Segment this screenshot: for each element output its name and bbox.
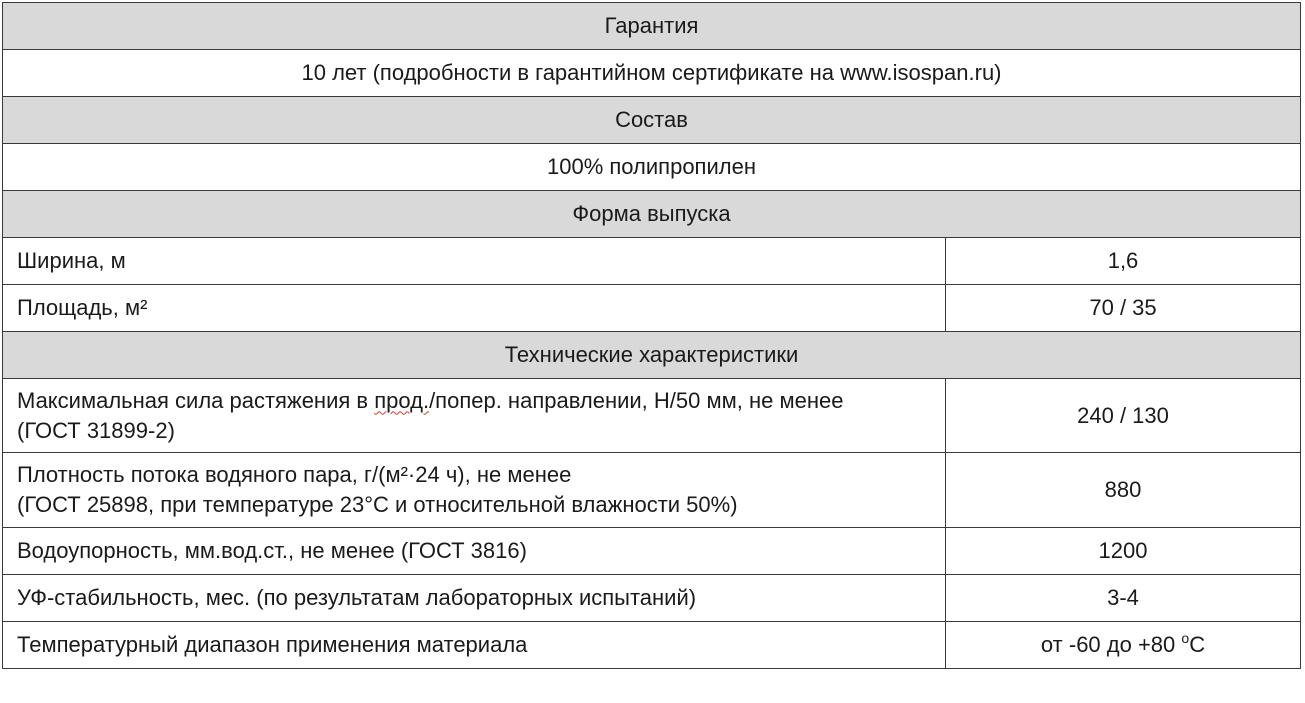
tensile-label: [3, 379, 946, 453]
composition-row: [3, 144, 1301, 191]
technical-header: Технические характеристики: [3, 332, 1301, 379]
table-row: [3, 528, 1301, 575]
vapor-label-line2: (ГОСТ 25898, при температуре 23°С и относительной влажности 50%): [17, 492, 738, 517]
vapor-value: 880: [946, 453, 1301, 528]
tensile-label-line2: (ГОСТ 31899-2): [17, 417, 175, 443]
area-value: 70 / 35: [946, 285, 1301, 332]
warranty-section-header: [3, 3, 1301, 50]
warranty-row: [3, 50, 1301, 97]
release-form-header: Форма выпуска: [3, 191, 1301, 238]
table-row: [3, 622, 1301, 669]
tensile-value: 240 / 130: [946, 379, 1301, 453]
release-form-section-header: [3, 191, 1301, 238]
water-label: Водоупорность, мм.вод.ст., не менее (ГОСТ 3816): [3, 528, 946, 575]
temp-value-main: от -60 до +80: [1040, 632, 1182, 657]
uv-value: 3-4: [946, 575, 1301, 622]
temp-value: [946, 622, 1301, 669]
vapor-label-line1: Плотность потока водяного пара, г/(м²·24 ч), не менее: [17, 462, 572, 487]
area-label: Площадь, м²: [3, 285, 946, 332]
table-row: [3, 285, 1301, 332]
water-value: 1200: [946, 528, 1301, 575]
width-value: 1,6: [946, 238, 1301, 285]
tensile-label-pre: Максимальная сила растяжения в: [17, 387, 375, 413]
table-row: [3, 453, 1301, 528]
tensile-label-post: /попер. направлении, Н/50 мм, не менее: [429, 387, 844, 413]
warranty-header: Гарантия: [3, 3, 1301, 50]
composition-section-header: [3, 97, 1301, 144]
composition-text: 100% полипропилен: [3, 144, 1301, 191]
temp-value-unit: С: [1189, 632, 1206, 657]
table-row: [3, 379, 1301, 453]
warranty-text: 10 лет (подробности в гарантийном сертификате на www.isospan.ru): [3, 50, 1301, 97]
vapor-label: [3, 453, 946, 528]
table-row: [3, 575, 1301, 622]
table-row: [3, 238, 1301, 285]
width-label: Ширина, м: [3, 238, 946, 285]
spellcheck-word: прод.: [374, 387, 430, 413]
composition-header: Состав: [3, 97, 1301, 144]
temp-value-sup: о: [1181, 630, 1190, 646]
temp-label: Температурный диапазон применения материала: [3, 622, 946, 669]
uv-label: УФ-стабильность, мес. (по результатам лабораторных испытаний): [3, 575, 946, 622]
spec-table: [2, 2, 1301, 669]
technical-section-header: [3, 332, 1301, 379]
